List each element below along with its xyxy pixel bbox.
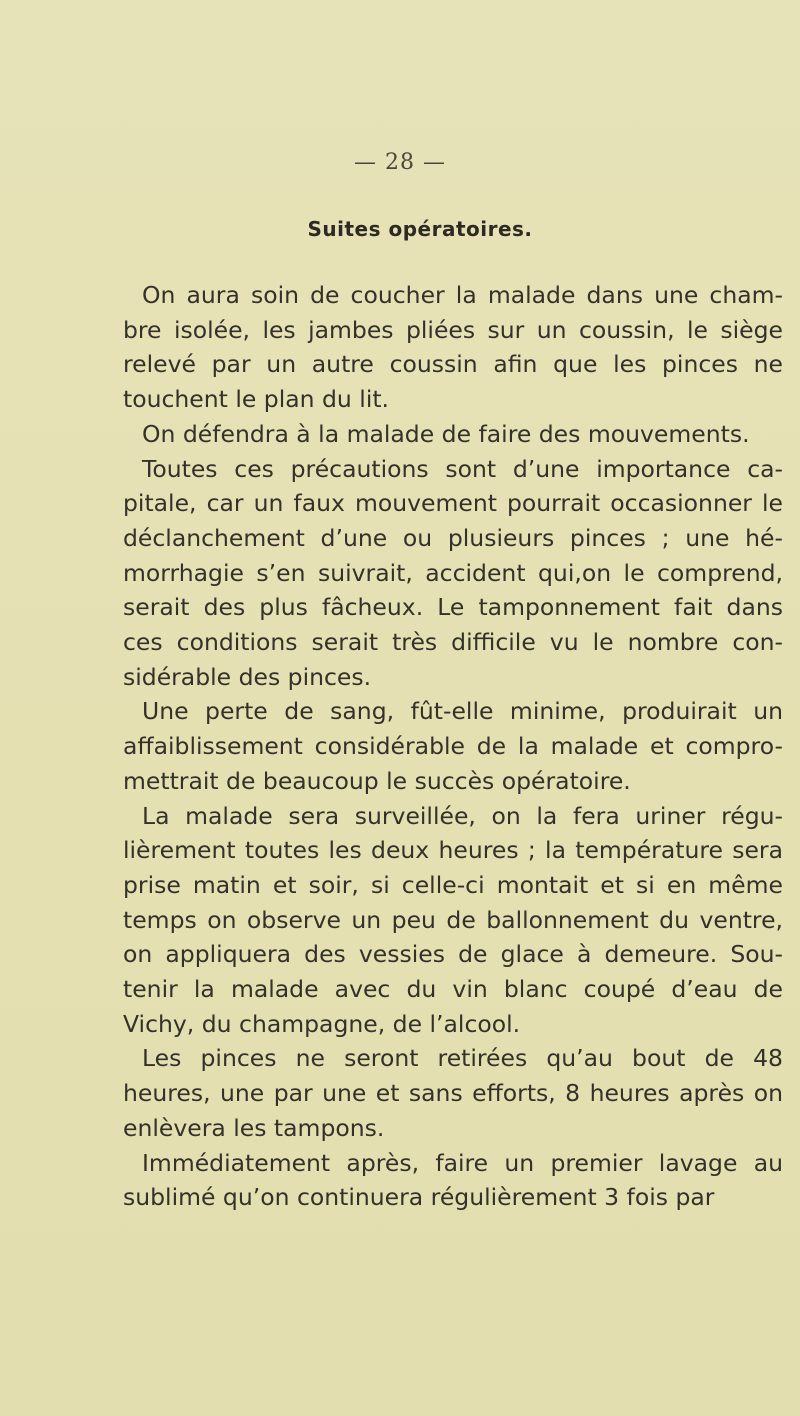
paragraph-no-movement: On défendra à la malade de faire des mouvements.: [142, 419, 750, 448]
paragraph-blood-loss: Une perte de sang, fût-elle minime, produirait un affaiblissement considérable de la malade et compro-mettrait de beaucoup le succès opératoire.: [123, 697, 783, 795]
body-text: [123, 278, 783, 1215]
section-title: Suites opératoires.: [307, 217, 533, 241]
paragraph-washing: Immédiatement après, faire un premier lavage au sublimé qu’on continuera régulièrement 3 fois par: [123, 1148, 783, 1212]
paragraph-monitoring: La malade sera surveillée, on la fera uriner régu-lièrement toutes les deux heures ; la température sera prise matin et soir, si celle-ci montait et si en même temps on observe un peu de ballonnement du ventre, on appliquera des vessies de glace à demeure. Sou-tenir la malade avec du vin blanc coupé d’eau de Vichy, du champagne, de l’alcool.: [123, 801, 783, 1038]
paragraph-patient-positioning: On aura soin de coucher la malade dans une cham-bre isolée, les jambes pliées sur un coussin, le siège relevé par un autre coussin afin que les pinces ne touchent le plan du lit.: [123, 281, 783, 414]
page-number: — 28 —: [354, 150, 446, 175]
paragraph-precautions: Toutes ces précautions sont d’une importance ca-pitale, car un faux mouvement pourrait occasionner le déclanchement d’une ou plusieurs pinces ; une hé-morrhagie s’en suivrait, accident qui,on le comprend, serait des plus fâcheux. Le tamponnement fait dans ces conditions serait très difficile vu le nombre con-sidérable des pinces.: [123, 454, 783, 691]
paragraph-forceps-removal: Les pinces ne seront retirées qu’au bout de 48 heures, une par une et sans efforts, 8 heures après on enlèvera les tampons.: [123, 1044, 783, 1142]
